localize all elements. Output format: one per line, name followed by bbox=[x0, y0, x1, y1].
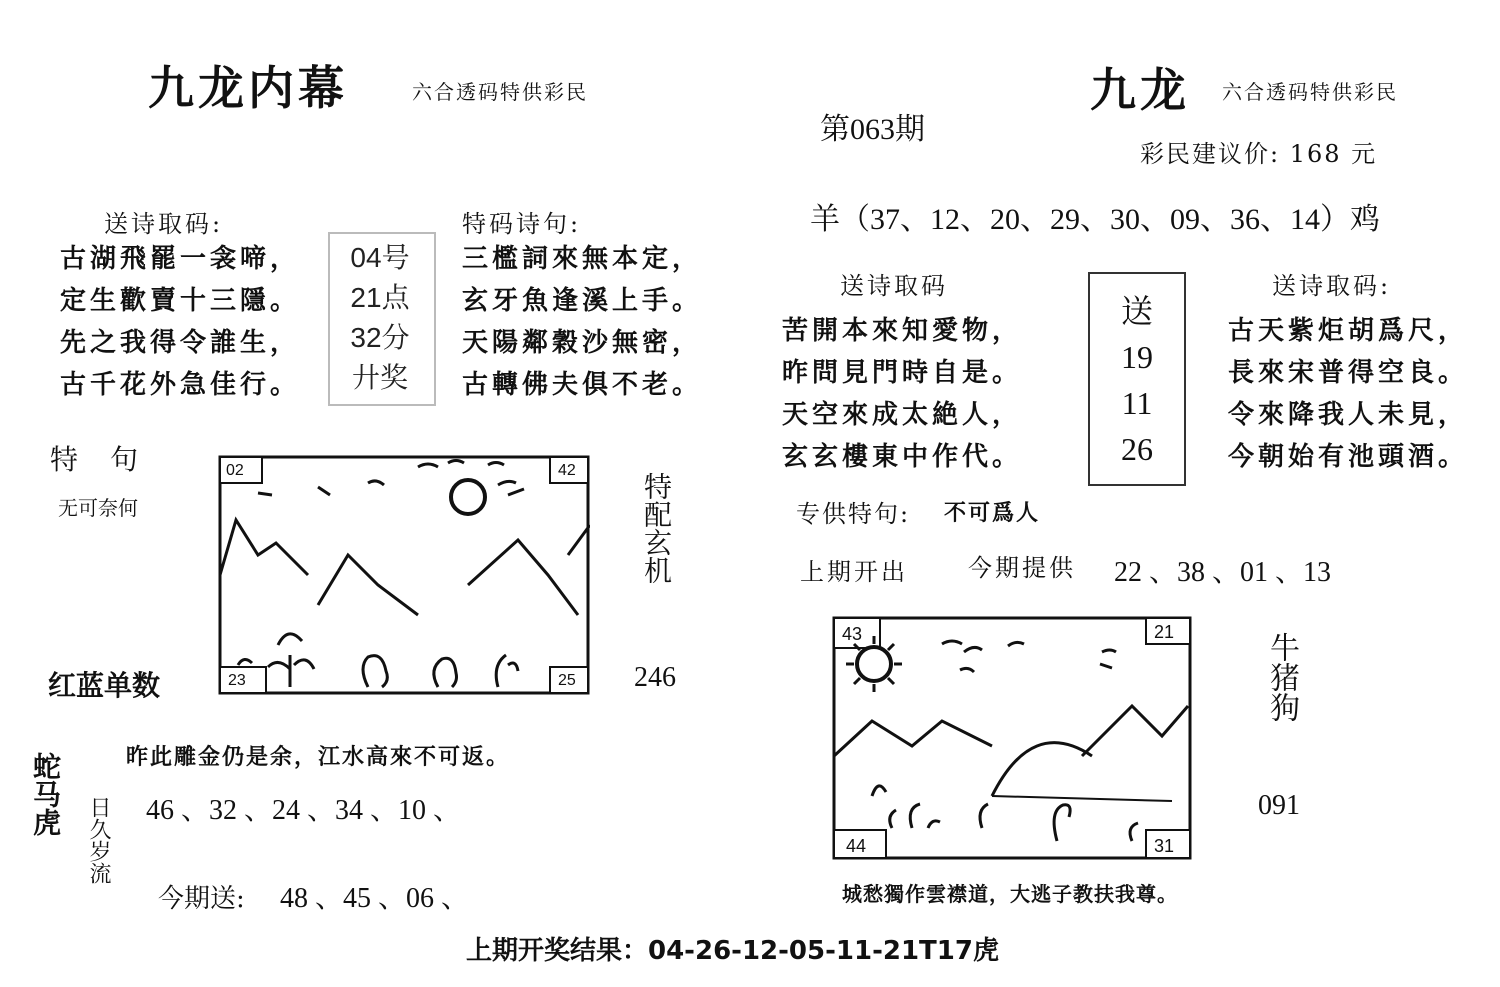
color-label: 红蓝单数 bbox=[48, 669, 161, 702]
poem-line: 玄玄樓東中作代。 bbox=[782, 442, 1023, 472]
right-poem-a bbox=[782, 310, 1022, 478]
poem-line: 長來宋普得空良。 bbox=[1228, 358, 1469, 388]
te-ju-text: 无可奈何 bbox=[58, 496, 138, 520]
right-zodiac-vertical: 牛猪狗 bbox=[1264, 632, 1299, 722]
right-side-number: 091 bbox=[1258, 790, 1300, 821]
poem-line: 令來降我人未見， bbox=[1228, 400, 1469, 430]
te-pei-xuan-ji: 特配玄机 bbox=[640, 472, 673, 584]
left-code-box-items bbox=[330, 238, 430, 398]
special-label: 专供特句: bbox=[796, 500, 911, 528]
last-label: 上期开出 bbox=[800, 558, 908, 586]
color-value: 246 bbox=[634, 662, 676, 693]
code-item: 04号 bbox=[350, 242, 410, 273]
right-poem-b bbox=[1228, 310, 1468, 478]
left-poem-line: 昨此雕金仍是余，江水高來不可返。 bbox=[126, 744, 511, 770]
corner-label-br: 25 bbox=[558, 672, 576, 689]
corner-label-tl: 02 bbox=[226, 462, 244, 479]
corner-label-tr: 21 bbox=[1154, 622, 1175, 642]
left-poem bbox=[60, 238, 300, 406]
corner-label-bl: 23 bbox=[228, 672, 246, 689]
left-poem-heading: 送诗取码: bbox=[104, 210, 224, 238]
price: 彩民建议价: 168 元 bbox=[1140, 140, 1378, 168]
code-item: 送 bbox=[1120, 293, 1153, 329]
issue-number: 第063期 bbox=[820, 113, 925, 146]
right-landscape-picture bbox=[832, 616, 1194, 862]
poem-line: 今朝始有池頭酒。 bbox=[1228, 442, 1469, 472]
zodiac-vertical: 蛇马虎 bbox=[29, 752, 62, 836]
te-ju-label: 特 句 bbox=[50, 443, 141, 476]
corner-label-tr: 42 bbox=[558, 462, 576, 479]
poem-line: 昨問見門時自是。 bbox=[782, 358, 1023, 388]
send-label: 今期送: bbox=[158, 884, 245, 914]
left-subtitle: 六合透码特供彩民 bbox=[412, 80, 588, 104]
corner-label-tl: 43 bbox=[842, 624, 863, 644]
provide-label: 今期提供 bbox=[968, 554, 1076, 582]
provide-numbers: 22 、38 、01 、13 bbox=[1114, 557, 1332, 588]
special-poem bbox=[462, 238, 702, 406]
code-item: 32分 bbox=[350, 322, 410, 353]
poem-line: 玄牙魚逢溪上手。 bbox=[462, 286, 703, 316]
special-text: 不可爲人 bbox=[944, 500, 1041, 526]
left-landscape-picture bbox=[218, 455, 590, 695]
side-vertical: 日久岁流 bbox=[86, 796, 111, 884]
right-poem-heading-b: 送诗取码: bbox=[1272, 272, 1392, 300]
right-title: 九龙 bbox=[1090, 63, 1190, 117]
right-subtitle: 六合透码特供彩民 bbox=[1222, 80, 1398, 104]
poem-line: 苦開本來知愛物， bbox=[782, 316, 1023, 346]
left-title: 九龙内幕 bbox=[148, 61, 348, 115]
send-numbers: 48 、45 、06 、 bbox=[280, 883, 470, 914]
poem-line: 三檻詞來無本定， bbox=[462, 244, 703, 274]
zodiac-range: 羊（37、12、20、29、30、09、36、14）鸡 bbox=[810, 203, 1380, 236]
corner-label-bl: 44 bbox=[846, 836, 867, 856]
poem-line: 古轉佛夫俱不老。 bbox=[462, 370, 703, 400]
code-item: 26 bbox=[1121, 431, 1153, 467]
right-poem-heading-a: 送诗取码 bbox=[840, 272, 948, 300]
poem-line: 古千花外急佳行。 bbox=[60, 370, 301, 400]
code-item: 21点 bbox=[350, 282, 410, 313]
numbers-row: 46 、32 、24 、34 、10 、 bbox=[146, 795, 462, 826]
code-item: 11 bbox=[1121, 385, 1153, 421]
poem-line: 天空來成太絶人， bbox=[782, 400, 1023, 430]
poem-line: 先之我得令誰生， bbox=[60, 328, 301, 358]
last-result: 上期开奖结果：04-26-12-05-11-21T17虎 bbox=[466, 936, 999, 966]
right-code-box-items bbox=[1090, 288, 1184, 472]
poem-line: 古湖飛罷一衾啼， bbox=[60, 244, 301, 274]
poem-line: 定生歡賣十三隱。 bbox=[60, 286, 301, 316]
poem-line: 天陽鄰穀沙無密， bbox=[462, 328, 703, 358]
code-item: 廾奖 bbox=[351, 362, 408, 393]
code-item: 19 bbox=[1121, 339, 1153, 375]
special-heading: 特码诗句: bbox=[462, 210, 582, 238]
right-bottom-poem: 城愁獨作雲襟道，大逃子教扶我尊。 bbox=[842, 882, 1178, 906]
corner-label-br: 31 bbox=[1154, 836, 1175, 856]
poem-line: 古天紫炬胡爲尺， bbox=[1228, 316, 1469, 346]
